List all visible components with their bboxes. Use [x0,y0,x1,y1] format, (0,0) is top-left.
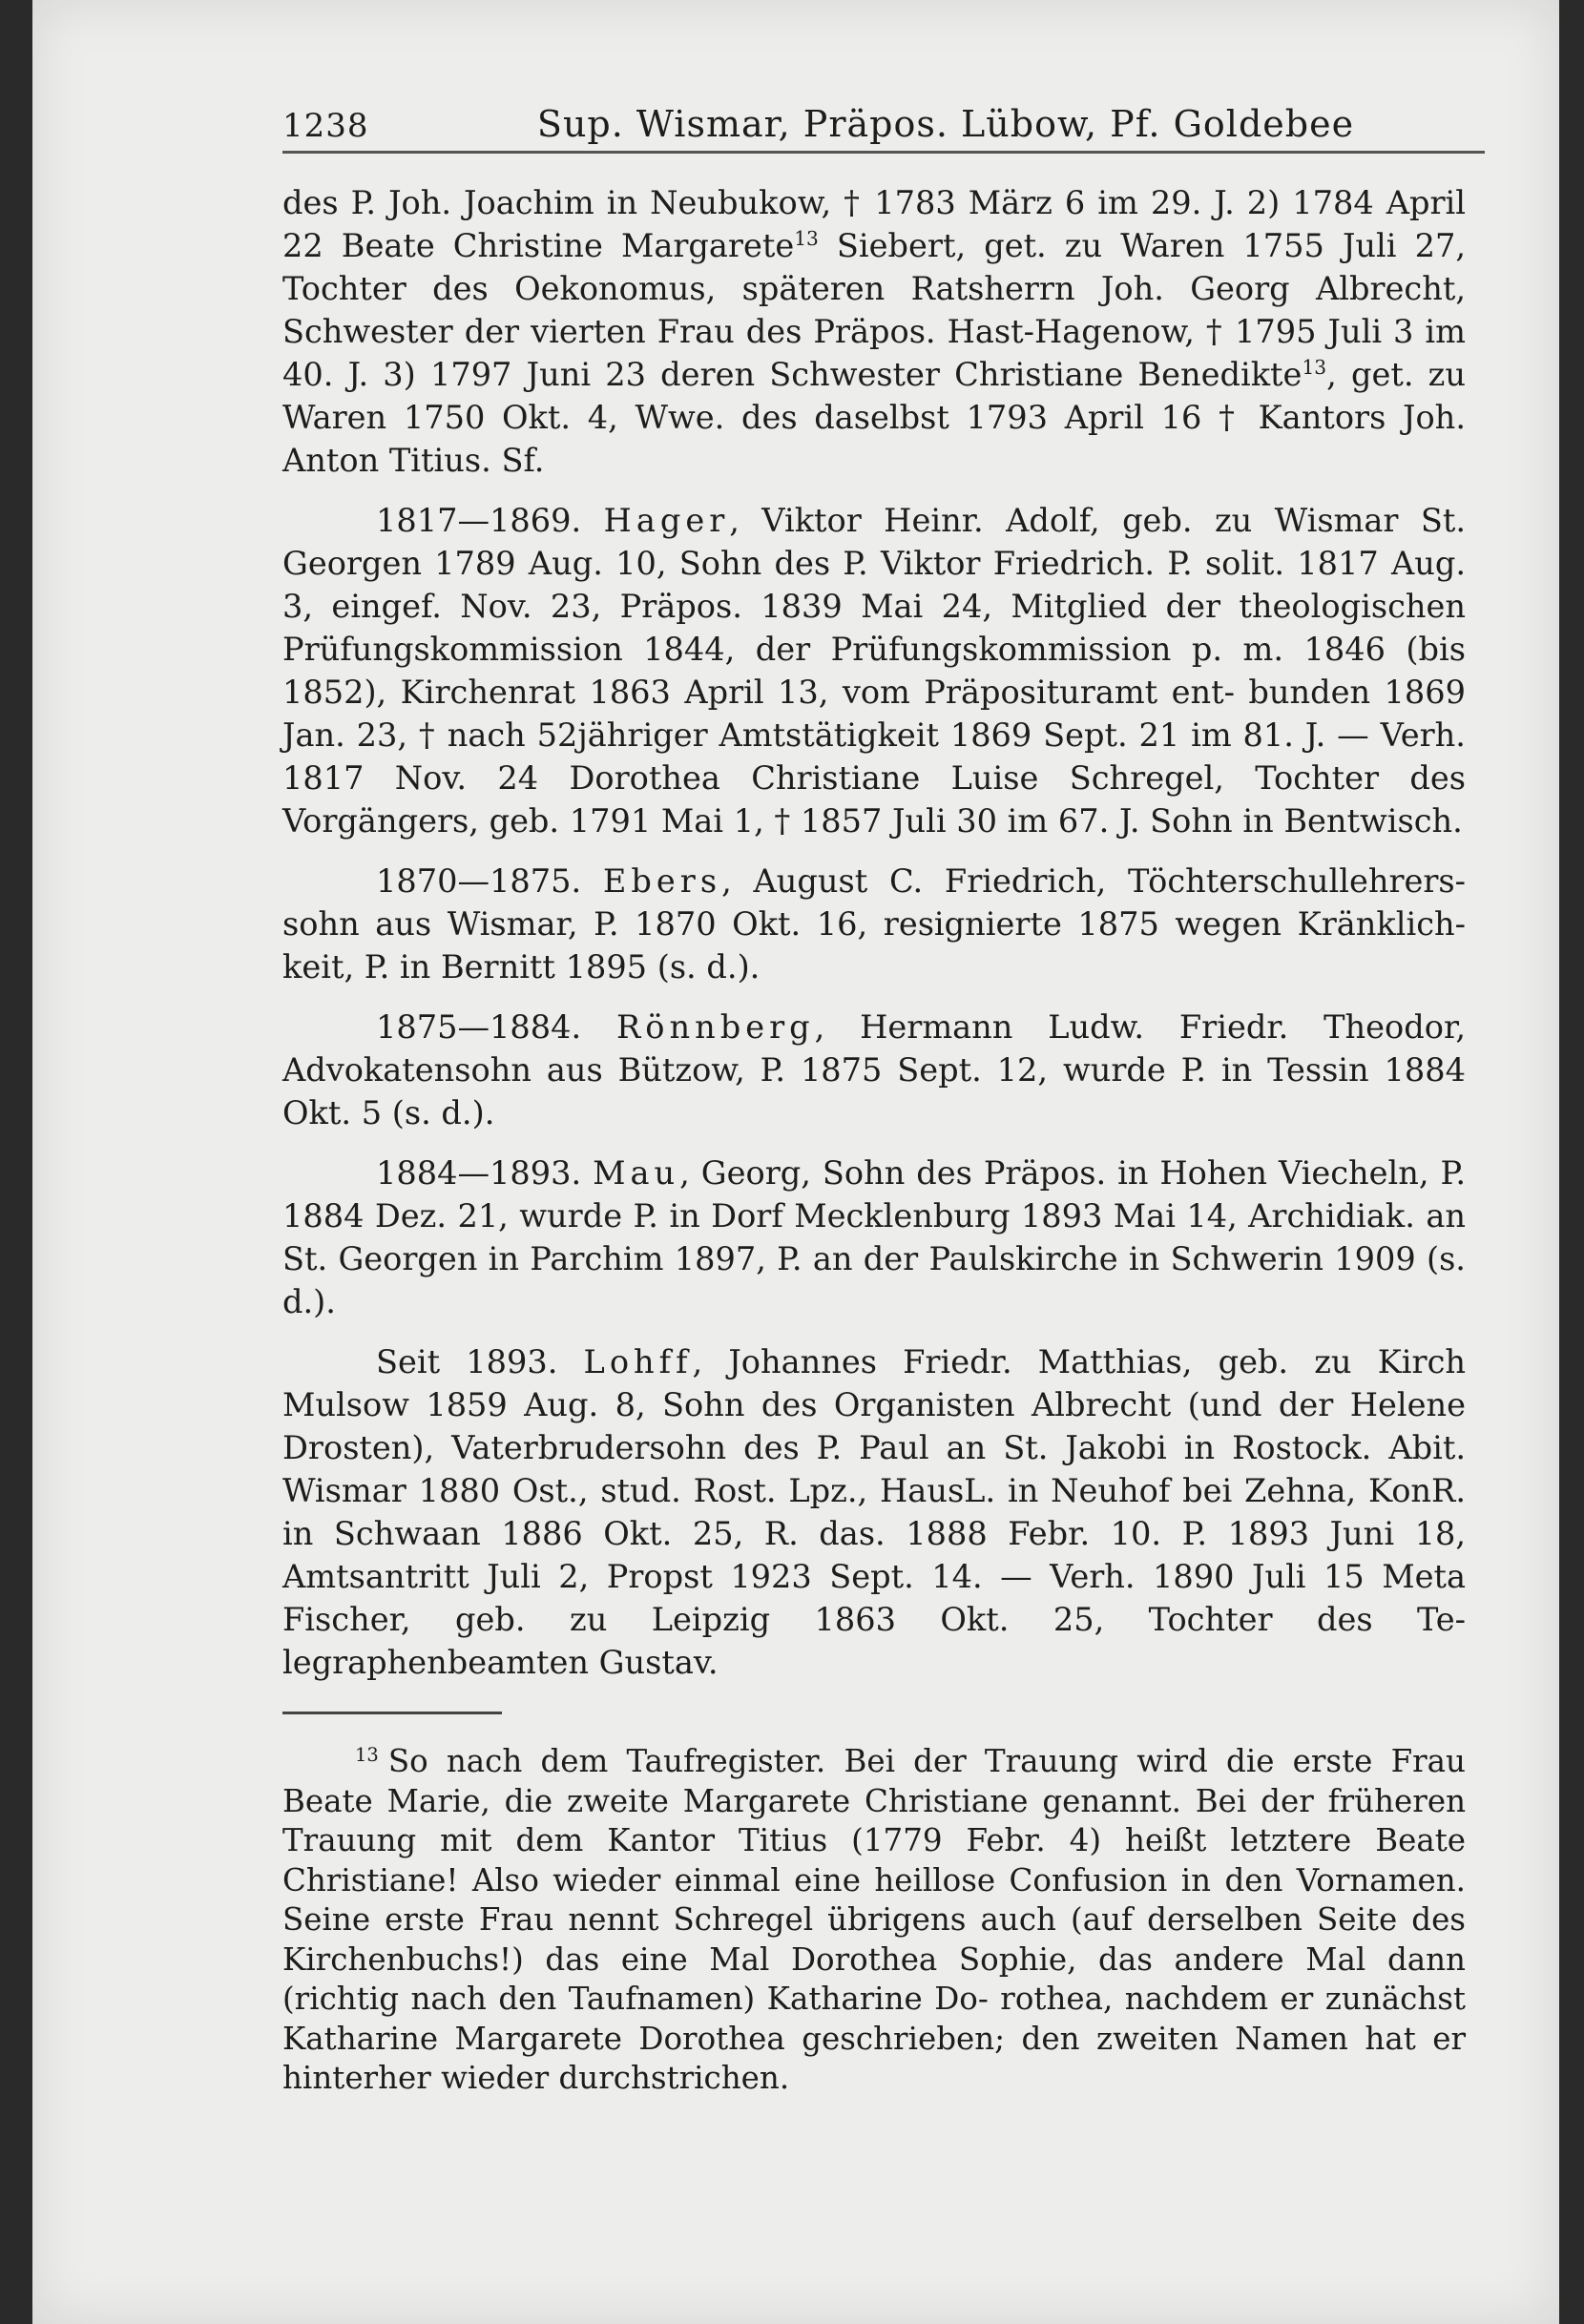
page-header [282,84,1485,154]
pastor-entry-hager [282,499,1466,842]
entry-surname: Hager [603,502,730,539]
text-segment: des P. Joh. Joachim in Neubukow, † 1783 März 6 im 29. J. 2) 1784 April 22 Beate Christine Margarete [282,184,1466,264]
pastor-entry-lohff [282,1340,1466,1684]
entry-surname: Mau [593,1154,680,1192]
pastor-entry-roennberg [282,1006,1466,1134]
pastor-entry-ebers [282,860,1466,988]
footnote-text: So nach dem Taufregister. Bei der Trauung wird die erste Frau Beate Marie, die zweite Margarete Christiane genannt. Bei der früheren Trauung mit dem Kantor Titius (1779 Febr. 4) heißt letztere Beate Christiane! Also wieder einmal eine heillose Confusion in den Vornamen. Seine erste Frau nennt Schregel übrigens auch (auf derselben Seite des Kirchenbuchs!) das eine Mal Dorothea Sophie, das andere Mal dann (richtig nach den Taufnamen) Katharine Do- rothea, nachdem er zunächst Katharine Margarete Dorothea geschrieben; den zweiten Namen hat er hinterher wieder durchstrichen. [282,1743,1466,2096]
main-text [282,181,1466,1701]
text-segment: Siebert, get. zu Waren 1755 Juli 27, Tochter des Oekonomus, späteren Ratsherrn Joh. Georg Albrecht, Schwester der vierten Frau des Präpos. Hast-Hagenow, † 1795 Juli 3 im 40. J. 3) 1797 Juni 23 deren Schwester Christiane Benedikte [282,227,1466,393]
running-head: Sup. Wismar, Präpos. Lübow, Pf. Goldebee [536,103,1355,145]
footnote-marker: 13 [355,1744,379,1767]
pastor-entry-mau [282,1152,1466,1323]
entry-text: , Viktor Heinr. Adolf, geb. zu Wismar St. Georgen 1789 Aug. 10, Sohn des P. Viktor Friedrich. P. solit. 1817 Aug. 3, eingef. Nov. 23, Präpos. 1839 Mai 24, Mitglied der theologischen Prüfungskommission 1844, der Prüfungskommission p. m. 1846 (bis 1852), Kirchenrat 1863 April 13, vom Präposituramt ent- bunden 1869 Jan. 23, † nach 52jähriger Amtstätigkeit 1869 Sept. 21 im 81. J. — Verh. 1817 Nov. 24 Dorothea Christiane Luise Schregel, Tochter des Vorgängers, geb. 1791 Mai 1, † 1857 Juli 30 im 67. J. Sohn in Bentwisch. [282,502,1466,840]
footnote-divider [282,1712,502,1714]
page-number: 1238 [282,107,369,145]
entry-text: , August C. Friedrich, Töchterschullehrers- sohn aus Wismar, P. 1870 Okt. 16, resignierte 1875 wegen Kränklich- keit, P. in Bernitt 1895 (s. d.). [282,862,1466,986]
footnote-ref: 13 [1302,355,1327,379]
entry-text: , Georg, Sohn des Präpos. in Hohen Viecheln, P. 1884 Dez. 21, wurde P. in Dorf Mecklenburg 1893 Mai 14, Archidiak. an St. Georgen in Parchim 1897, P. an der Paulskirche in Schwerin 1909 (s. d.). [282,1154,1466,1320]
entry-years: 1884—1893. [376,1154,594,1192]
footnote [282,1742,1466,2099]
footnote-ref: 13 [794,226,819,250]
text-segment: , get. zu Waren 1750 Okt. 4, Wwe. des daselbst 1793 April 16 † Kantors Joh. Anton Titius. Sf. [282,356,1466,479]
entry-years: 1817—1869. [376,502,604,539]
entry-years: Seit 1893. [376,1343,584,1380]
entry-surname: Ebers [602,862,722,900]
entry-text: , Hermann Ludw. Friedr. Theodor, Advokatensohn aus Bützow, P. 1875 Sept. 12, wurde P. in Tessin 1884 Okt. 5 (s. d.). [282,1008,1467,1131]
entry-text: , Johannes Friedr. Matthias, geb. zu Kirch Mulsow 1859 Aug. 8, Sohn des Organisten Albrecht (und der Helene Drosten), Vaterbrudersohn des P. Paul an St. Jakobi in Rostock. Abit. Wismar 1880 Ost., stud. Rost. Lpz., HausL. in Neuhof bei Zehna, KonR. in Schwaan 1886 Okt. 25, R. das. 1888 Febr. 10. P. 1893 Juni 18, Amtsantritt Juli 2, Propst 1923 Sept. 14. — Verh. 1890 Juli 15 Meta Fischer, geb. zu Leipzig 1863 Okt. 25, Tochter des Te- legraphenbeamten Gustav. [282,1343,1466,1681]
entry-years: 1870—1875. [376,862,603,900]
entry-surname: Lohff [583,1343,693,1380]
entry-years: 1875—1884. [376,1008,616,1046]
paragraph-continuation [282,181,1466,482]
book-page [32,0,1559,2324]
entry-surname: Rönnberg [615,1008,815,1046]
